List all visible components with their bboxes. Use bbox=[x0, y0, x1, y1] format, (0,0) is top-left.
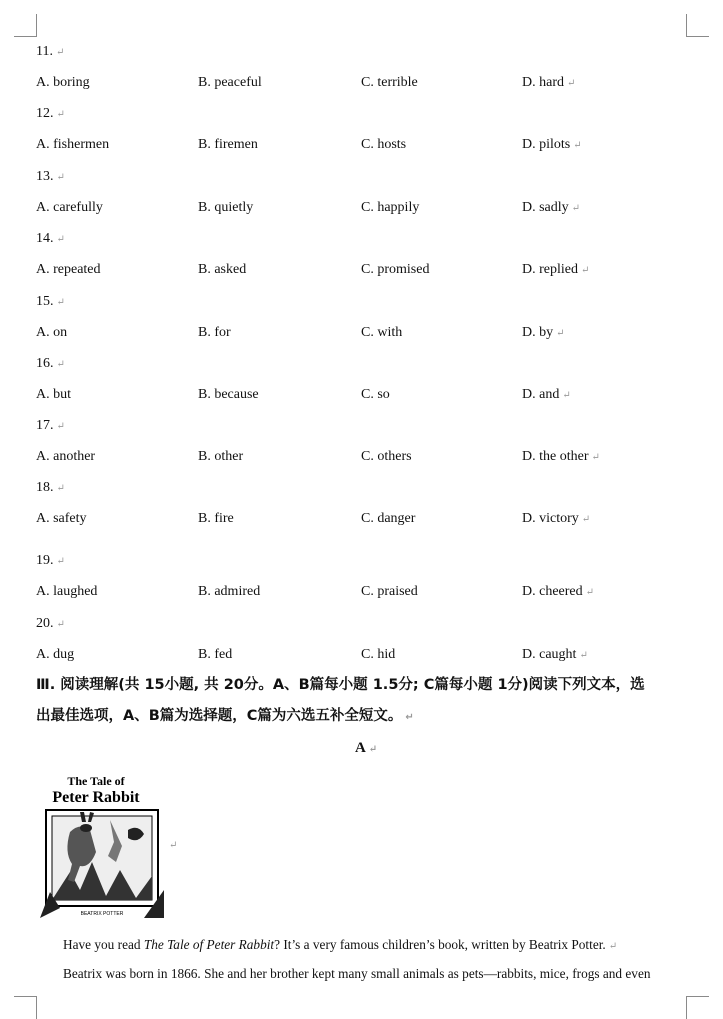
book-cover-image bbox=[40, 772, 164, 919]
paragraph-line: Have you read The Tale of Peter Rabbit? It’s a very famous children’s book, written by Beatrix Potter. ↵ bbox=[63, 937, 618, 952]
answer-option: A. on bbox=[36, 325, 68, 340]
answer-option: B. fire bbox=[198, 511, 234, 526]
answer-option: D. caught ↵ bbox=[522, 647, 588, 662]
answer-option: A. but bbox=[36, 387, 71, 402]
book-title-line1: The Tale of bbox=[67, 774, 125, 788]
answer-option: B. for bbox=[198, 325, 231, 340]
answer-option: D. victory ↵ bbox=[522, 511, 591, 526]
answer-option: C. danger bbox=[361, 511, 416, 526]
answer-option: B. admired bbox=[198, 584, 261, 599]
book-title: The Tale of Peter Rabbit bbox=[143, 937, 275, 952]
question-number: 11. ↵ bbox=[36, 44, 65, 59]
answer-option: C. with bbox=[361, 325, 403, 340]
answer-option: A. carefully bbox=[36, 200, 103, 215]
answer-option: A. laughed bbox=[36, 584, 98, 599]
section-heading: Ⅲ. 阅读理解(共 15小题, 共 20分。A、B篇每小题 1.5分; C篇每小题 1分)阅读下列文本，选 出最佳选项，A、B篇为选择题，C篇为六选五补全短文。 ↵ bbox=[36, 677, 645, 724]
option-row bbox=[36, 75, 696, 91]
answer-option: D. the other ↵ bbox=[522, 449, 600, 464]
question-number: 20. ↵ bbox=[36, 616, 65, 631]
answer-option: A. dug bbox=[36, 647, 75, 662]
answer-option: C. hosts bbox=[361, 137, 407, 152]
answer-option: D. by ↵ bbox=[522, 325, 565, 340]
answer-option: A. repeated bbox=[36, 262, 101, 277]
answer-option: B. because bbox=[198, 387, 259, 402]
book-author-caption: BEATRIX POTTER bbox=[80, 911, 124, 917]
paragraph-line: Beatrix was born in 1866. She and her brother kept many small animals as pets—rabbits, mice, frogs and even bbox=[63, 966, 651, 981]
option-row bbox=[36, 200, 696, 216]
option-row bbox=[36, 584, 696, 600]
answer-option: A. boring bbox=[36, 75, 90, 90]
answer-option: D. sadly ↵ bbox=[522, 200, 581, 215]
option-row bbox=[36, 325, 696, 341]
answer-option: A. safety bbox=[36, 511, 87, 526]
answer-option: D. cheered ↵ bbox=[522, 584, 595, 599]
answer-option: C. hid bbox=[361, 647, 396, 662]
question-number: 15. ↵ bbox=[36, 294, 65, 309]
answer-option: C. so bbox=[361, 387, 390, 402]
answer-option: B. asked bbox=[198, 262, 247, 277]
question-number: 13. ↵ bbox=[36, 169, 65, 184]
answer-option: B. fed bbox=[198, 647, 233, 662]
option-row bbox=[36, 137, 696, 153]
answer-option: A. another bbox=[36, 449, 96, 464]
page-corner-mark bbox=[686, 14, 709, 37]
question-number: 16. ↵ bbox=[36, 356, 65, 371]
paragraph-mark: ↵ bbox=[169, 840, 178, 851]
question-number: 19. ↵ bbox=[36, 553, 65, 568]
answer-option: C. others bbox=[361, 449, 412, 464]
answer-option: B. peaceful bbox=[198, 75, 262, 90]
answer-option: D. pilots ↵ bbox=[522, 137, 582, 152]
answer-option: D. and ↵ bbox=[522, 387, 571, 402]
option-row bbox=[36, 387, 696, 403]
option-row bbox=[36, 647, 696, 663]
answer-option: C. praised bbox=[361, 584, 418, 599]
question-number: 12. ↵ bbox=[36, 106, 65, 121]
option-row bbox=[36, 511, 696, 527]
passage-label: A ↵ bbox=[355, 740, 378, 756]
book-title-line2: Peter Rabbit bbox=[52, 789, 140, 806]
answer-option: B. quietly bbox=[198, 200, 254, 215]
page-corner-mark bbox=[14, 996, 37, 1019]
option-row bbox=[36, 262, 696, 278]
option-row bbox=[36, 449, 696, 465]
answer-option: B. other bbox=[198, 449, 244, 464]
question-number: 14. ↵ bbox=[36, 231, 65, 246]
answer-option: D. replied ↵ bbox=[522, 262, 590, 277]
answer-option: D. hard ↵ bbox=[522, 75, 576, 90]
answer-option: B. firemen bbox=[198, 137, 258, 152]
question-number: 17. ↵ bbox=[36, 418, 65, 433]
question-number: 18. ↵ bbox=[36, 480, 65, 495]
answer-option: C. terrible bbox=[361, 75, 418, 90]
answer-option: C. promised bbox=[361, 262, 430, 277]
page-corner-mark bbox=[686, 996, 709, 1019]
answer-option: C. happily bbox=[361, 200, 420, 215]
page-corner-mark bbox=[14, 14, 37, 37]
answer-option: A. fishermen bbox=[36, 137, 110, 152]
